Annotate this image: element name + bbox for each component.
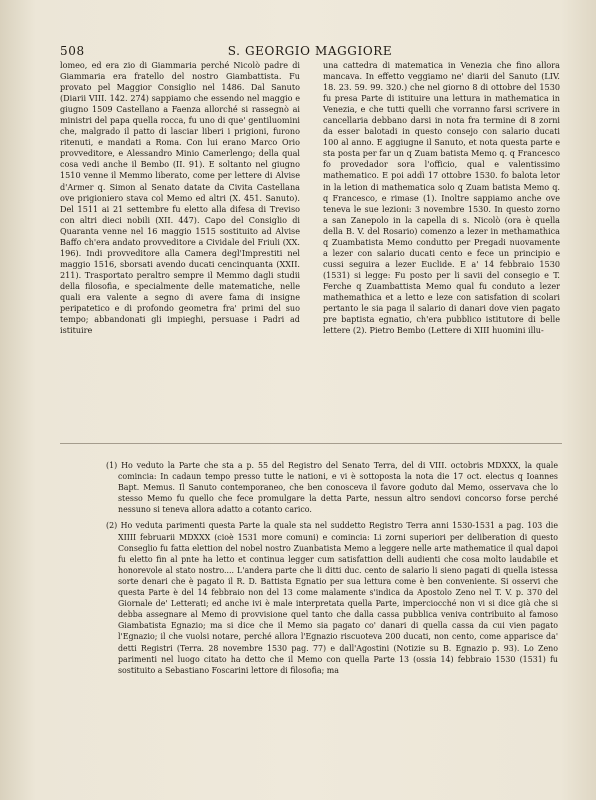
running-title: S. GEORGIO MAGGIORE bbox=[227, 44, 393, 58]
footnote-2: (2) Ho veduta parimenti questa Parte la quale sta nel suddetto Registro Terra anni 1530-1531 a pag. 103 die XIIII februarii MDXXX (cioè 1531 more comuni) e comincia: Li zorni superiori per deliberation di questo Conseglio fu fatta elettion del nobel nostro Zuanbatista Memo a leggere nelle arte mathematice il qual dapoi fu eletto fin al pnte ha letto et continua legger cum satisfattion delli audienti che cosa molto laudabile et honorevole al stato nostro.... L'andera parte che li ditti duc. cento de salario li sieno pagati di quella istessa sorte denari che è pagato il R. D. Battista Egnatio per sua lettura come è ben conveniente. Si osservi che questa Parte è del 14 febbraio non del 13 come malamente s'indica da Apostolo Zeno nel T. V. p. 370 del Giornale de' Letterati; ed anche ivi è male interpretata quella Parte, imperciocché non vi si dice già che si debba assegnare al Memo di provvisione quel tanto che dalla cassa pubblica veniva contribuito al famoso Giambatista Egnazio; ma si dice che il Memo sia pagato co' danari di quella cassa da cui vien pagato l'Egnazio; il che vuolsi notare, perché allora l'Egnazio riscuoteva 200 ducati, non cento, come apparisce da' detti Registri (Terra. 28 novembre 1530 pag. 77) e dall'Agostini (Notizie su B. Egnazio p. 93). Lo Zeno parimenti nel luogo citato ha detto che il Memo con quella Parte 13 (ossia 14) febbraio 1530 (1531) fu sostituito a Sebastiano Foscarini lettore di filosofia; ma bbox=[106, 521, 558, 675]
footnote-1: (1) Ho veduto la Parte che sta a p. 55 del Registro del Senato Terra, del di VIII. octobris MDXXX, la quale comincia: In cadaun tempo presso tutte le nationi, e vi è sottoposta la nota die 17 oct. electus q Ioannes Bapt. Memus. Il Sanuto contemporaneo, che ben conosceva il favore goduto dal Memo, osservava che lo stesso Memo fu quello che fece promulgare la detta Parte, nessun altro sendovi concorso forse perché nessuno si teneva allora adatto a cotanto carico. bbox=[106, 461, 558, 515]
right-column-text: una cattedra di matematica in Venezia che fino allora mancava. In effetto veggiamo ne' diarii del Sanuto (LIV. 18. 23. 59. 99. 320.) che nel giorno 8 di ottobre del 1530 fu presa Parte di istituire una lettura in mathematica in Venezia, e che tutti quelli che vorranno farsi scrivere in cancellaria debbano darsi in nota fra termine di 8 zorni da esser balotadi in questo consejo con salario ducati 100 al anno. E aggiugne il Sanuto, et nota questa parte e sta posta per far un q Zuam batista Memo q. q Francesco fo provedador sora l'officio, qual e valentissimo mathematico. E poi addì 17 ottobre 1530. fo balota letor in la letion di mathematica solo q Zuam batista Memo q. q Francesco, e rimase (1). Inoltre sappiamo anche ove teneva le sue lezioni: 3 novembre 1530. In questo zorno a san Zanepolo in la capella di s. Nicolò (ora è quella della B. V. del Rosario) comenzo a lezer in methamathica q Zuambatista Memo condutto per Pregadi nuovamente a lezer con salario ducati cento e fece un principio e cussi seguira a lezer Euclide. E a' 14 febbraio 1530 (1531) si legge: Fu posto per li savii del consegio e T. Ferche q Zuambattista Memo qual fu conduto a lezer mathemathica et a letto e leze con satisfation di scolari pertanto le sia paga il salario di danari dove vien pagato pre baptista egnatio, ch'era pubblico istitutore di belle lettere (2). Pietro Bembo (Lettere di XIII huomini illu- bbox=[323, 60, 560, 336]
footnote-divider bbox=[60, 443, 562, 444]
footnotes bbox=[106, 460, 558, 681]
page-header bbox=[60, 44, 560, 60]
page-number: 508 bbox=[60, 44, 85, 58]
right-column bbox=[323, 60, 560, 336]
left-column bbox=[60, 60, 300, 336]
left-column-text: lomeo, ed era zio di Giammaria perché Nicolò padre di Giammaria era fratello del nostro Giambattista. Fu provato pel Maggior Consiglio nel 1486. Dal Sanuto (Diarii VIII. 142. 274) sappiamo che essendo nel maggio e giugno 1509 Castellano a Faenza allorché si rassegnò ai ministri del papa quella rocca, fu uno di que' gentiluomini che, malgrado il patto di lasciar liberi i prigioni, furono ritenuti, e mandati a Roma. Con lui erano Marco Orio provveditore, e Alessandro Minio Camerlengo; della qual cosa vedi anche il Bembo (II. 91). E soltanto nel giugno 1510 venne il Memmo liberato, come per lettere di Alvise d'Armer q. Simon al Senato datate da Civita Castellana ove prigioniero stava col Memo ed altri (X. 451. Sanuto). Del 1511 ai 21 settembre fu eletto alla difesa di Treviso con altri dieci nobili (XII. 447). Capo del Consiglio di Quaranta venne nel 16 maggio 1515 sostituito ad Alvise Baffo ch'era andato provveditore a Cividale del Friuli (XX. 196). Indi provveditore alla Camera degl'Imprestiti nel maggio 1516, sborsati avendo ducati cencinquanta (XXII. 211). Trasportato peraltro sempre il Memmo dagli studii della filosofia, e specialmente delle matematiche, nelle quali era valente a segno di avere fama di insigne peripatetico e di profondo geometra fra' primi del suo tempo; abbandonati gli impieghi, persuase i Padri ad istituire bbox=[60, 60, 300, 336]
